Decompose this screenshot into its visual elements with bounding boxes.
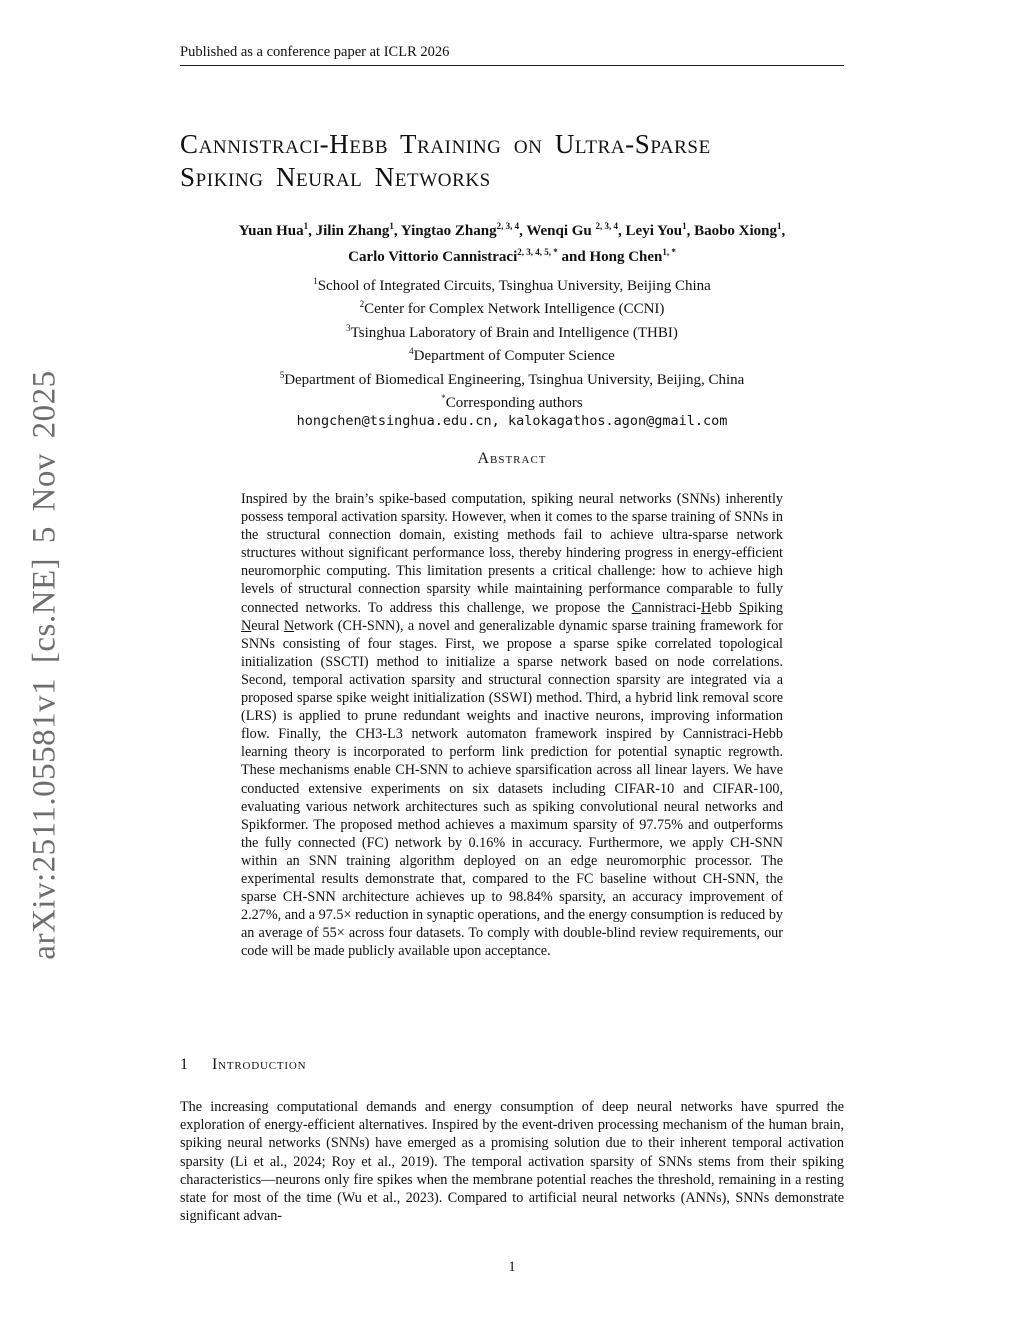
author: Yuan Hua$^1$ [238, 221, 309, 239]
affiliation-list [180, 272, 844, 431]
affiliation-line: $^1$School of Integrated Circuits, Tsinghua University, Beijing China [313, 276, 711, 294]
affiliation-line: $^4$Department of Computer Science [409, 346, 615, 365]
author: Leyi You$^1$ [625, 221, 687, 239]
section-heading-introduction [180, 1056, 844, 1074]
affiliation-line: *Corresponding authors [441, 393, 583, 412]
email-link[interactable]: kalokagathos.agon@gmail.com [507, 413, 728, 430]
author: Hong Chen$^{1, *}$ [589, 247, 676, 265]
author: Wenqi Gu $^{2, 3, 4}$ [526, 221, 619, 239]
section-number: 1 [180, 1056, 189, 1073]
author: Yingtao Zhang$^{2, 3, 4}$ [400, 221, 520, 239]
page-number: 1 [508, 1259, 516, 1275]
affiliation-line: $^2$Center for Complex Network Intelligence (CCNI) [359, 299, 665, 318]
paper-title-line-1: Cannistraci-Hebb Training on Ultra-Sparse [180, 129, 711, 159]
paper-title-line-2: Spiking Neural Networks [180, 162, 491, 192]
author: Baobo Xiong$^1$ [694, 221, 782, 239]
abstract-body: Inspired by the brain’s spike-based computation, spiking neural networks (SNNs) inherently possess temporal activation sparsity. However, when it comes to the sparse training of SNNs in the structural connection domain, existing methods fail to achieve ultra-sparse network structures without significant performance loss, thereby hindering progress in energy-efficient neuromorphic computing. This limitation presents a critical challenge: how to achieve high levels of structural connection sparsity while maintaining performance comparable to fully connected networks. To address this challenge, we propose the Cannistraci-Hebb Spiking Neural Network (CH-SNN), a novel and generalizable dynamic sparse training framework for SNNs consisting of four stages. First, we propose a sparse spike correlated topological initialization (SSCTI) method to initialize a sparse network based on node correlations. Second, temporal activation sparsity and structural connection sparsity are integrated via a proposed sparse spike weight initialization (SSWI) method. Third, a hybrid link removal score (LRS) is applied to prune redundant weights and inactive neurons, improving information flow. Finally, the CH3-L3 network automaton framework inspired by Cannistraci-Hebb learning theory is incorporated to perform link prediction for potential synaptic regrowth. These mechanisms enable CH-SNN to achieve sparsification across all linear layers. We have conducted extensive experiments on six datasets including CIFAR-10 and CIFAR-100, evaluating various network architectures such as spiking convolutional neural networks and Spikformer. The proposed method achieves a maximum sparsity of 97.75% and outperforms the fully connected (FC) network by 0.16% in accuracy. Furthermore, we apply CH-SNN within an SNN training algorithm deployed on an edge neuromorphic processor. The experimental results demonstrate that, compared to the FC baseline without CH-SNN, the sparse CH-SNN architecture achieves up to 98.84% sparsity, an accuracy improvement of 2.27%, and a 97.5× reduction in synaptic operations, and the energy consumption is reduced by an average of 55× across four datasets. To comply with double-blind review requirements, our code will be made publicly available upon acceptance. [241, 491, 784, 960]
author: Carlo Vittorio Cannistraci$^{2, 3, 4, 5, *}$ [348, 247, 558, 265]
email-link[interactable]: hongchen@tsinghua.edu.cn [296, 413, 492, 430]
abstract-heading: Abstract [477, 450, 547, 467]
arxiv-identifier-stamp: arXiv:2511.05581v1 [cs.NE] 5 Nov 2025 [26, 370, 63, 960]
running-header: Published as a conference paper at ICLR 2026 [180, 44, 844, 66]
author-list: Yuan Hua$^1$, Jilin Zhang$^1$, Yingtao Zhang$^{2, 3, 4}$, Wenqi Gu $^{2, 3, 4}$, Leyi You$^1$, Baobo Xiong$^1$, Carlo Vittorio Cannistraci$^{2, 3, 4, 5, *}$ and Hong Chen$^{1, *}$ [238, 221, 786, 265]
affiliation-line: $^5$Department of Biomedical Engineering, Tsinghua University, Beijing, China [279, 369, 745, 388]
affiliation-line: $^3$Tsinghua Laboratory of Brain and Intelligence (THBI) [346, 322, 678, 341]
author: Jilin Zhang$^1$ [315, 221, 394, 239]
introduction-paragraph: The increasing computational demands and energy consumption of deep neural networks have spurred the exploration of energy-efficient alternatives. Inspired by the event-driven processing mechanism of the human brain, spiking neural networks (SNNs) have emerged as a promising solution due to their inherent temporal activation sparsity (Li et al., 2024; Roy et al., 2019). The temporal activation sparsity of SNNs stems from their spiking characteristics—neurons only fire spikes when the membrane potential reaches the threshold, remaining in a resting state for most of the time (Wu et al., 2023). Compared to artificial neural networks (ANNs), SNNs demonstrate significant advan- [180, 1099, 844, 1225]
contact-emails: hongchen@tsinghua.edu.cn, kalokagathos.agon@gmail.com [296, 413, 728, 430]
section-title: Introduction [212, 1056, 307, 1073]
paper-title [180, 128, 860, 194]
